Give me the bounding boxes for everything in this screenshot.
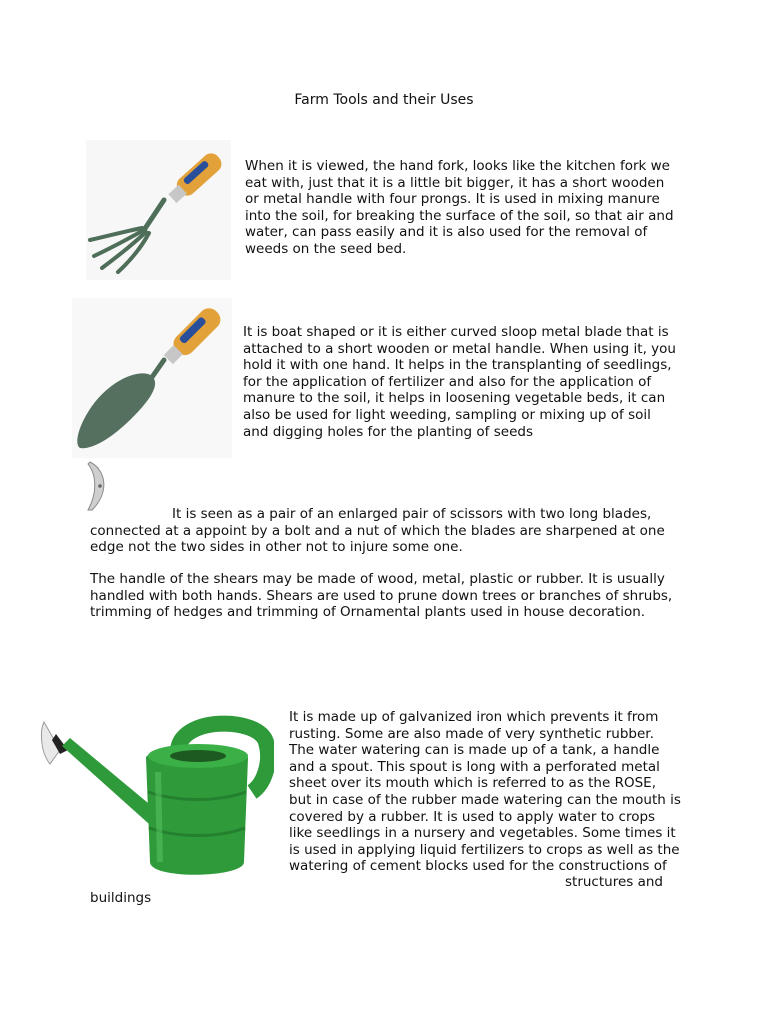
shears-description: It is seen as a pair of an enlarged pair of scissors with two long blades, connected at a appoint by a bolt and a nut of which the blades are sharpened at one edge not the two sides in other not to injure some one. [90,506,665,556]
shears-icon [84,460,114,512]
hand-trowel-description: It is boat shaped or it is either curved sloop metal blade that is attached to a short wooden or metal handle. When using it, you hold it with one hand. It helps in the transplanting of seedlings, for the application of fertilizer and also for the application of manure to the soil, it helps in loosening vegetable beds, it can also be used for light weeding, sampling or mixing up of soil and digging holes for the planting of seeds [243,324,676,440]
watering-can-description-end: structures and [565,874,663,890]
hand-trowel-icon [72,298,232,458]
hand-fork-icon [86,140,231,280]
shears-handle-description: The handle of the shears may be made of wood, metal, plastic or rubber. It is usually handled with both hands. Shears are used to prune down trees or branches of shrubs, trimming of hedges and trimming of Ornamental plants used in house decoration. [90,571,673,621]
hand-fork-description: When it is viewed, the hand fork, looks like the kitchen fork we eat with, just that it is a little bit bigger, it has a short wooden or metal handle with four prongs. It is used in mixing manure into the soil, for breaking the surface of the soil, so that air and water, can pass easily and it is also used for the removal of weeds on the seed bed. [245,158,674,257]
page-title: Farm Tools and their Uses [294,92,474,108]
watering-can-description-tail: buildings [90,890,152,906]
watering-can-description: It is made up of galvanized iron which prevents it from rusting. Some are also made of very synthetic rubber. The water watering can is made up of a tank, a handle and a spout. This spout is long with a perforated metal sheet over its mouth which is referred to as the ROSE, but in case of the rubber made watering can the mouth is covered by a rubber. It is used to apply water to crops like seedlings in a nursery and vegetables. Some times it is used in applying liquid fertilizers to crops as well as the watering of cement blocks used for the constructions of [289,709,681,875]
watering-can-icon [38,712,274,890]
